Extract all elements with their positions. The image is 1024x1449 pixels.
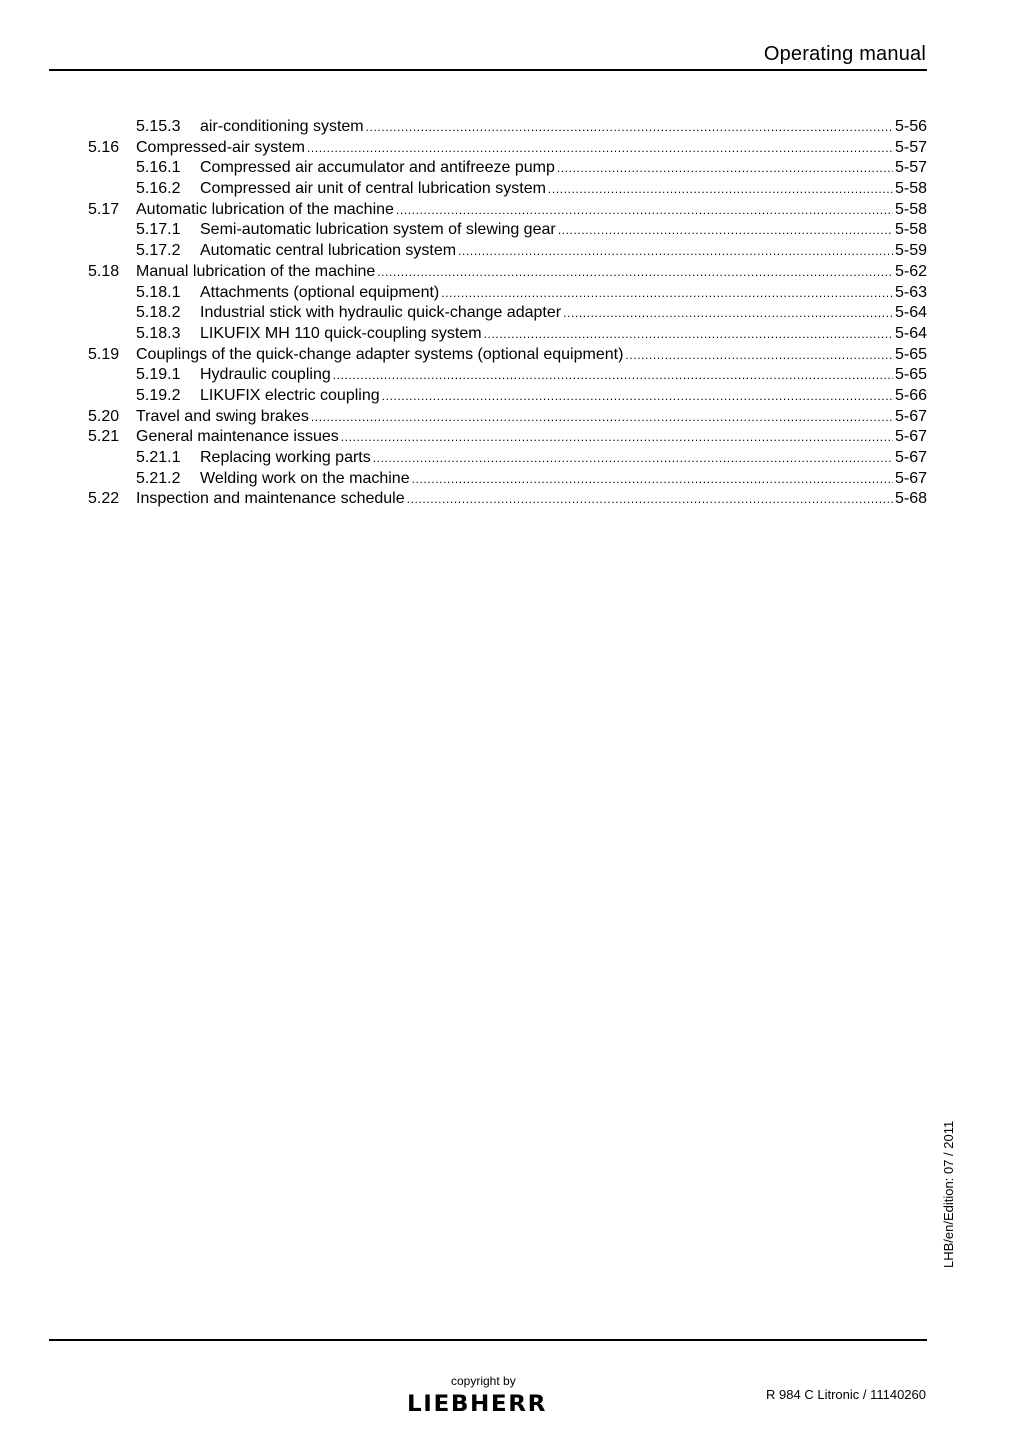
toc-entry-title: Manual lubrication of the machine <box>136 262 376 280</box>
toc-entry-page: 5-58 <box>894 221 927 239</box>
toc-dot-leader <box>558 220 893 241</box>
toc-entry-number: 5.18 <box>88 262 120 280</box>
toc-entry[interactable] <box>88 138 927 159</box>
toc-entry-number: 5.18.3 <box>136 324 181 342</box>
toc-dot-leader <box>548 179 893 200</box>
toc-dot-leader <box>407 489 893 510</box>
toc-entry-page: 5-56 <box>894 118 927 135</box>
toc-entry[interactable] <box>88 345 927 366</box>
toc-entry[interactable] <box>88 179 927 200</box>
page-header-title: Operating manual <box>763 43 926 65</box>
toc-entry[interactable] <box>88 158 927 179</box>
toc-dot-leader <box>563 303 893 324</box>
toc-entry-number: 5.19.2 <box>136 386 181 404</box>
table-of-contents <box>88 117 927 510</box>
toc-entry-number: 5.20 <box>88 407 120 425</box>
toc-dot-leader <box>484 324 893 345</box>
toc-entry-page: 5-67 <box>894 469 927 487</box>
toc-entry-number: 5.18.1 <box>136 283 181 301</box>
toc-entry-number: 5.17 <box>88 200 120 218</box>
toc-entry[interactable] <box>88 448 927 469</box>
toc-dot-leader <box>307 138 893 159</box>
toc-entry-title: Inspection and maintenance schedule <box>136 490 405 508</box>
toc-entry-number: 5.16 <box>88 138 120 156</box>
toc-entry-title: air-conditioning system <box>200 118 364 135</box>
document-id: R 984 C Litronic / 11140260 <box>766 1387 926 1402</box>
toc-entry-page: 5-57 <box>894 138 927 156</box>
toc-entry-page: 5-67 <box>894 428 927 446</box>
toc-entry-page: 5-58 <box>894 200 927 218</box>
footer-divider <box>49 1339 927 1341</box>
toc-entry-page: 5-64 <box>894 324 927 342</box>
toc-dot-leader <box>373 448 893 469</box>
toc-entry-page: 5-67 <box>894 449 927 466</box>
toc-entry-number: 5.17.2 <box>136 242 181 260</box>
toc-entry-page: 5-66 <box>894 386 927 404</box>
toc-entry[interactable] <box>88 220 927 241</box>
toc-entry-number: 5.21.1 <box>136 449 181 466</box>
toc-entry-title: Travel and swing brakes <box>136 407 309 425</box>
toc-entry-title: General maintenance issues <box>136 428 339 446</box>
toc-entry[interactable] <box>88 469 927 490</box>
toc-entry-title: Compressed air accumulator and antifreeze pump <box>200 159 555 177</box>
toc-entry-page: 5-64 <box>894 304 927 322</box>
toc-entry[interactable] <box>88 386 927 407</box>
toc-entry-page: 5-68 <box>894 490 927 508</box>
toc-dot-leader <box>341 427 893 448</box>
toc-entry[interactable] <box>88 303 927 324</box>
toc-entry[interactable] <box>88 262 927 283</box>
liebherr-logo: LIEBHERR <box>407 1392 547 1417</box>
toc-entry-page: 5-62 <box>894 262 927 280</box>
toc-entry-number: 5.22 <box>88 490 120 508</box>
toc-entry-number: 5.16.1 <box>136 159 181 177</box>
toc-entry-number: 5.15.3 <box>136 118 181 135</box>
toc-entry-title: Automatic central lubrication system <box>200 242 457 260</box>
toc-entry-title: Replacing working parts <box>200 449 371 466</box>
toc-entry[interactable] <box>88 241 927 262</box>
toc-entry-title: Attachments (optional equipment) <box>200 283 440 301</box>
toc-dot-leader <box>382 386 893 407</box>
toc-dot-leader <box>458 241 893 262</box>
toc-dot-leader <box>377 262 893 283</box>
copyright-label: copyright by <box>451 1374 516 1388</box>
toc-entry-page: 5-67 <box>894 407 927 425</box>
toc-entry-page: 5-57 <box>894 159 927 177</box>
toc-dot-leader <box>366 117 893 138</box>
header-divider <box>49 69 927 71</box>
toc-entry-page: 5-63 <box>894 283 927 301</box>
toc-entry-number: 5.19 <box>88 345 120 363</box>
toc-entry-title: LIKUFIX electric coupling <box>200 386 380 404</box>
toc-dot-leader <box>557 158 893 179</box>
toc-entry-title: Hydraulic coupling <box>200 366 331 384</box>
toc-entry-title: Couplings of the quick-change adapter systems (optional equipment) <box>136 345 624 363</box>
toc-entry-title: Compressed air unit of central lubrication system <box>200 180 546 198</box>
toc-entry-page: 5-58 <box>894 180 927 198</box>
toc-entry[interactable] <box>88 200 927 221</box>
toc-entry[interactable] <box>88 407 927 428</box>
toc-dot-leader <box>625 345 893 366</box>
edition-label: LHB/en/Edition: 07 / 2011 <box>941 1120 956 1268</box>
toc-dot-leader <box>412 469 893 490</box>
toc-entry-title: LIKUFIX MH 110 quick-coupling system <box>200 324 482 342</box>
toc-entry-page: 5-65 <box>894 345 927 363</box>
toc-entry[interactable] <box>88 427 927 448</box>
toc-entry[interactable] <box>88 489 927 510</box>
toc-entry-number: 5.17.1 <box>136 221 181 239</box>
toc-entry-number: 5.16.2 <box>136 180 181 198</box>
toc-entry[interactable] <box>88 365 927 386</box>
toc-dot-leader <box>396 200 893 221</box>
toc-entry-title: Industrial stick with hydraulic quick-change adapter <box>200 304 562 322</box>
toc-dot-leader <box>311 407 893 428</box>
toc-entry[interactable] <box>88 324 927 345</box>
toc-dot-leader <box>333 365 893 386</box>
toc-entry-title: Compressed-air system <box>136 138 305 156</box>
toc-entry-number: 5.18.2 <box>136 304 181 322</box>
toc-entry[interactable] <box>88 283 927 304</box>
toc-entry-number: 5.19.1 <box>136 366 181 384</box>
toc-entry-page: 5-65 <box>894 366 927 384</box>
toc-entry-number: 5.21 <box>88 428 120 446</box>
toc-entry-title: Semi-automatic lubrication system of slewing gear <box>200 221 556 239</box>
toc-entry-number: 5.21.2 <box>136 469 181 487</box>
toc-entry-title: Welding work on the machine <box>200 469 410 487</box>
toc-entry-title: Automatic lubrication of the machine <box>136 200 394 218</box>
toc-entry[interactable] <box>88 117 927 138</box>
toc-dot-leader <box>441 283 893 304</box>
toc-entry-page: 5-59 <box>894 242 927 260</box>
